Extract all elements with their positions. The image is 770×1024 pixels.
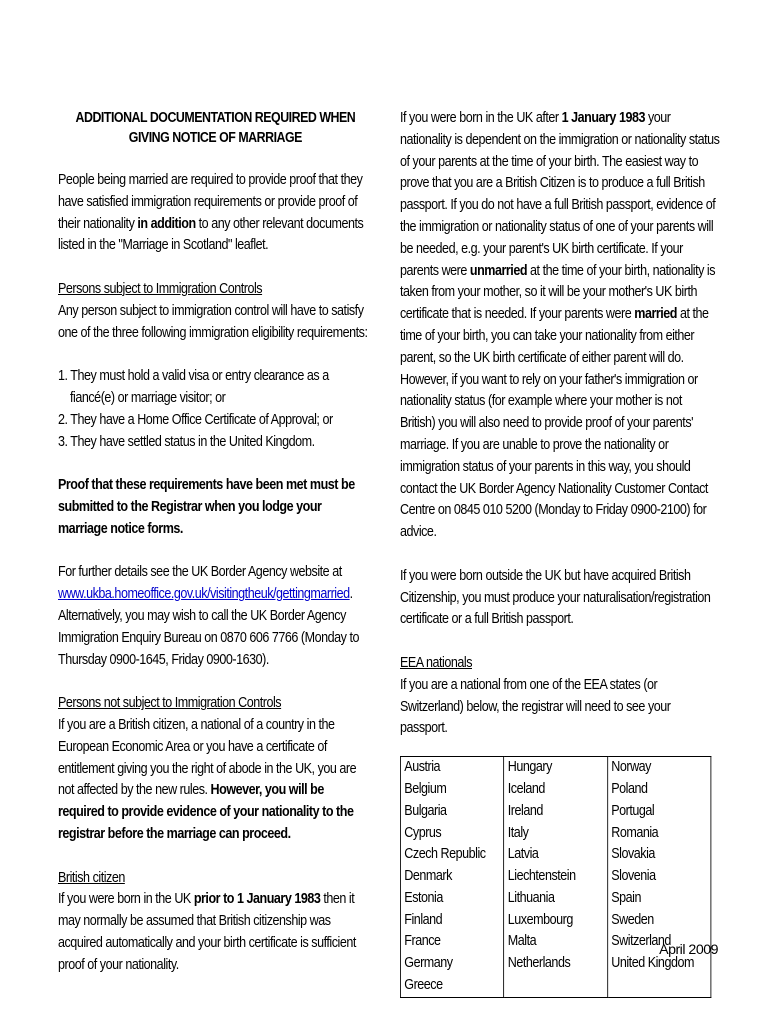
- country-cell: Romania: [611, 824, 659, 841]
- country-cell: Bulgaria: [404, 802, 447, 819]
- country-cell: Spain: [611, 889, 642, 906]
- subject-heading: Persons subject to Immigration Controls: [58, 280, 263, 297]
- country-cell: Italy: [507, 824, 529, 841]
- proof-statement: Proof that these requirements have been met must be submitted to the Registrar when you lodge your marriage notice forms.: [58, 477, 355, 537]
- british-citizen-heading: British citizen: [58, 869, 125, 886]
- country-cell: Iceland: [507, 780, 545, 797]
- country-cell: Ireland: [507, 802, 543, 819]
- country-cell: Malta: [507, 933, 537, 950]
- country-cell: Belgium: [404, 780, 447, 797]
- right-column: [400, 108, 720, 998]
- not-subject-paragraph: If you are a British citizen, a national of a country in the European Economic Area or you have a certificate of entitlement giving you the right of abode in the UK, you are not affected by the new rules. However, you will be required to provide evidence of your nationality to the registrar before the marriage can proceed.: [58, 716, 357, 842]
- country-cell: Switzerland: [611, 933, 671, 950]
- list-item: 2. They have a Home Office Certificate of Approval; or: [58, 411, 333, 428]
- left-column: [58, 108, 373, 976]
- country-cell: Germany: [404, 955, 453, 972]
- country-cell: Denmark: [404, 868, 452, 885]
- country-cell: United Kingdom: [611, 955, 694, 972]
- ukba-website-link[interactable]: www.ukba.homeoffice.gov.uk/visitingtheuk/gettingmarried: [58, 586, 350, 603]
- country-cell: Austria: [404, 759, 441, 776]
- country-cell: Luxembourg: [507, 911, 573, 928]
- intro-paragraph: [58, 170, 373, 257]
- country-cell: Latvia: [507, 846, 539, 863]
- requirements-list: [58, 366, 373, 453]
- eea-text: If you are a national from one of the EEA states (or Switzerland) below, the registrar will need to see your passport.: [400, 676, 671, 737]
- eea-heading: EEA nationals: [400, 654, 472, 671]
- footer-date: April 2009: [659, 942, 718, 958]
- country-cell: Poland: [611, 780, 648, 797]
- intro-text-a: People being married are required to provide proof that they have satisfied immigration requirements or provide proof of their nationality: [58, 172, 363, 232]
- born-outside-paragraph: If you were born outside the UK but have acquired British Citizenship, you must produce your naturalisation/registration certificate or a full British passport.: [400, 567, 711, 628]
- title-line-1: ADDITIONAL DOCUMENTATION REQUIRED WHEN: [75, 110, 356, 126]
- country-cell: Liechtenstein: [507, 868, 576, 885]
- list-item: 3. They have settled status in the United Kingdom.: [58, 433, 315, 450]
- details-paragraph: For further details see the UK Border Agency website at www.ukba.homeoffice.gov.uk/visitingtheuk/gettingmarried. Alternatively, you may wish to call the UK Border Agency Immigration Enquiry Bureau on 0870 606 7766 (Monday to Thursday 0900-1645, Friday 0900-1630).: [58, 564, 359, 668]
- subject-text: Any person subject to immigration control will have to satisfy one of the three following immigration eligibility requirements:: [58, 302, 368, 341]
- country-cell: Hungary: [507, 759, 552, 776]
- country-cell: Netherlands: [507, 955, 571, 972]
- country-cell: Portugal: [611, 802, 655, 819]
- country-cell: Norway: [611, 759, 651, 776]
- country-cell: Slovakia: [611, 846, 655, 863]
- title-line-2: GIVING NOTICE OF MARRIAGE: [128, 130, 302, 146]
- country-cell: Slovenia: [611, 868, 656, 885]
- country-cell: Czech Republic: [404, 846, 486, 863]
- after-1983-paragraph: If you were born in the UK after 1 January 1983 your nationality is dependent on the immigration or nationality status of your parents at the time of your birth. The easiest way to prove that you are a British Citizen is to produce a full British passport. If you do not have a full British passport, evidence of the immigration or nationality status of one of your parents will be needed, e.g. your parent's UK birth certificate. If your parents were unmarried at the time of your birth, nationality is taken from your mother, so it will be your mother's UK birth certificate that is needed. If your parents were married at the time of your birth, you can take your nationality from either parent, so the UK birth certificate of either parent will do. However, if you want to rely on your father's immigration or nationality status (for example where your mother is not British) you will also need to provide proof of your parents' marriage. If you are unable to prove the nationality or immigration status of your parents in this way, you should contact the UK Border Agency Nationality Customer Contact Centre on 0845 010 5200 (Monday to Friday 0900-2100) for advice.: [400, 110, 720, 541]
- country-cell: Sweden: [611, 911, 654, 928]
- country-cell: Greece: [404, 977, 443, 994]
- intro-text-c: to any other relevant documents listed in the "Marriage in Scotland" leaflet.: [58, 215, 364, 254]
- not-subject-heading: Persons not subject to Immigration Controls: [58, 695, 282, 712]
- list-item: 1. They must hold a valid visa or entry clearance as a fiancé(e) or marriage visitor; or: [58, 368, 329, 406]
- eea-column-1: [400, 757, 503, 998]
- document-title: [58, 108, 373, 148]
- country-cell: France: [404, 933, 441, 950]
- country-cell: Estonia: [404, 889, 443, 906]
- intro-bold: in addition: [137, 215, 196, 232]
- country-cell: Finland: [404, 911, 443, 928]
- country-cell: Cyprus: [404, 824, 442, 841]
- country-cell: Lithuania: [507, 889, 555, 906]
- british-citizen-paragraph: If you were born in the UK prior to 1 January 1983 then it may normally be assumed that British citizenship was acquired automatically and your birth certificate is sufficient proof of your nationality.: [58, 891, 356, 973]
